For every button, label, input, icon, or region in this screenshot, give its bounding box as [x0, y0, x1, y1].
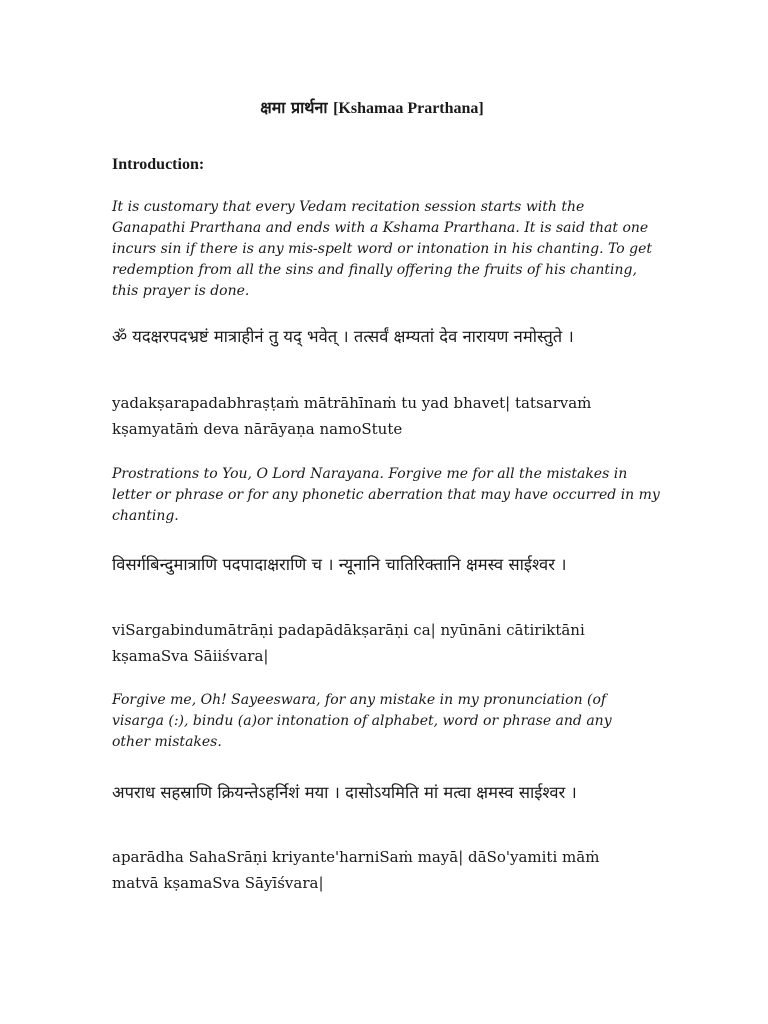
title-roman: [Kshamaa Prarthana] — [333, 100, 484, 117]
meaning-line: visarga (:), bindu (a)or intonation of alphabet, word or phrase and any — [112, 713, 612, 729]
intro-heading: Introduction: — [112, 156, 205, 173]
transliteration-line: matvā kṣamaSva Sāyīśvara| — [112, 874, 324, 892]
title-devanagari: क्षमा प्रार्थना — [260, 98, 328, 117]
verse-1-devanagari: ॐ यदक्षरपदभ्रष्टं मात्राहीनं तु यद् भवेत् । तत्सर्वं क्षम्यतां देव नारायण नमोस्तुते । — [112, 327, 574, 346]
intro-line: this prayer is done. — [112, 283, 250, 299]
verse-1-transliteration — [112, 390, 672, 442]
verse-2-transliteration — [112, 617, 672, 669]
meaning-line: Forgive me, Oh! Sayeeswara, for any mistake in my pronunciation (of — [112, 692, 607, 708]
meaning-line: Prostrations to You, O Lord Narayana. Forgive me for all the mistakes in — [112, 466, 628, 482]
transliteration-line: kṣamaSva Sāiiśvara| — [112, 647, 269, 665]
transliteration-line: viSargabindumātrāṇi padapādākṣarāṇi ca| nyūnāni cātiriktāni — [112, 621, 585, 639]
intro-line: incurs sin if there is any mis-spelt word or intonation in his chanting. To get — [112, 241, 653, 257]
meaning-line: other mistakes. — [112, 734, 222, 750]
page-title — [112, 96, 632, 118]
transliteration-line: yadakṣarapadabhraṣṭaṁ mātrāhīnaṁ tu yad bhavet| tatsarvaṁ — [112, 394, 592, 412]
intro-line: redemption from all the sins and finally offering the fruits of his chanting, — [112, 262, 637, 278]
meaning-line: letter or phrase or for any phonetic aberration that may have occurred in my — [112, 487, 660, 503]
verse-3-devanagari: अपराध सहस्राणि क्रियन्तेऽहर्निशं मया । दासोऽयमिति मां मत्वा क्षमस्व साईश्वर । — [112, 783, 577, 802]
verse-2-meaning — [112, 690, 672, 753]
transliteration-line: kṣamyatāṁ deva nārāyaṇa namoStute — [112, 420, 403, 438]
meaning-line: chanting. — [112, 508, 179, 524]
transliteration-line: aparādha SahaSrāṇi kriyante'harniSaṁ mayā| dāSo'yamiti māṁ — [112, 848, 600, 866]
verse-2-devanagari: विसर्गबिन्दुमात्राणि पदपादाक्षराणि च । न्यूनानि चातिरिक्तानि क्षमस्व साईश्वर । — [112, 555, 567, 574]
verse-1-meaning — [112, 464, 672, 527]
intro-line: It is customary that every Vedam recitation session starts with the — [112, 199, 585, 215]
verse-3-transliteration — [112, 844, 672, 896]
document-page — [112, 0, 672, 1024]
intro-line: Ganapathi Prarthana and ends with a Kshama Prarthana. It is said that one — [112, 220, 649, 236]
intro-paragraph — [112, 197, 672, 302]
